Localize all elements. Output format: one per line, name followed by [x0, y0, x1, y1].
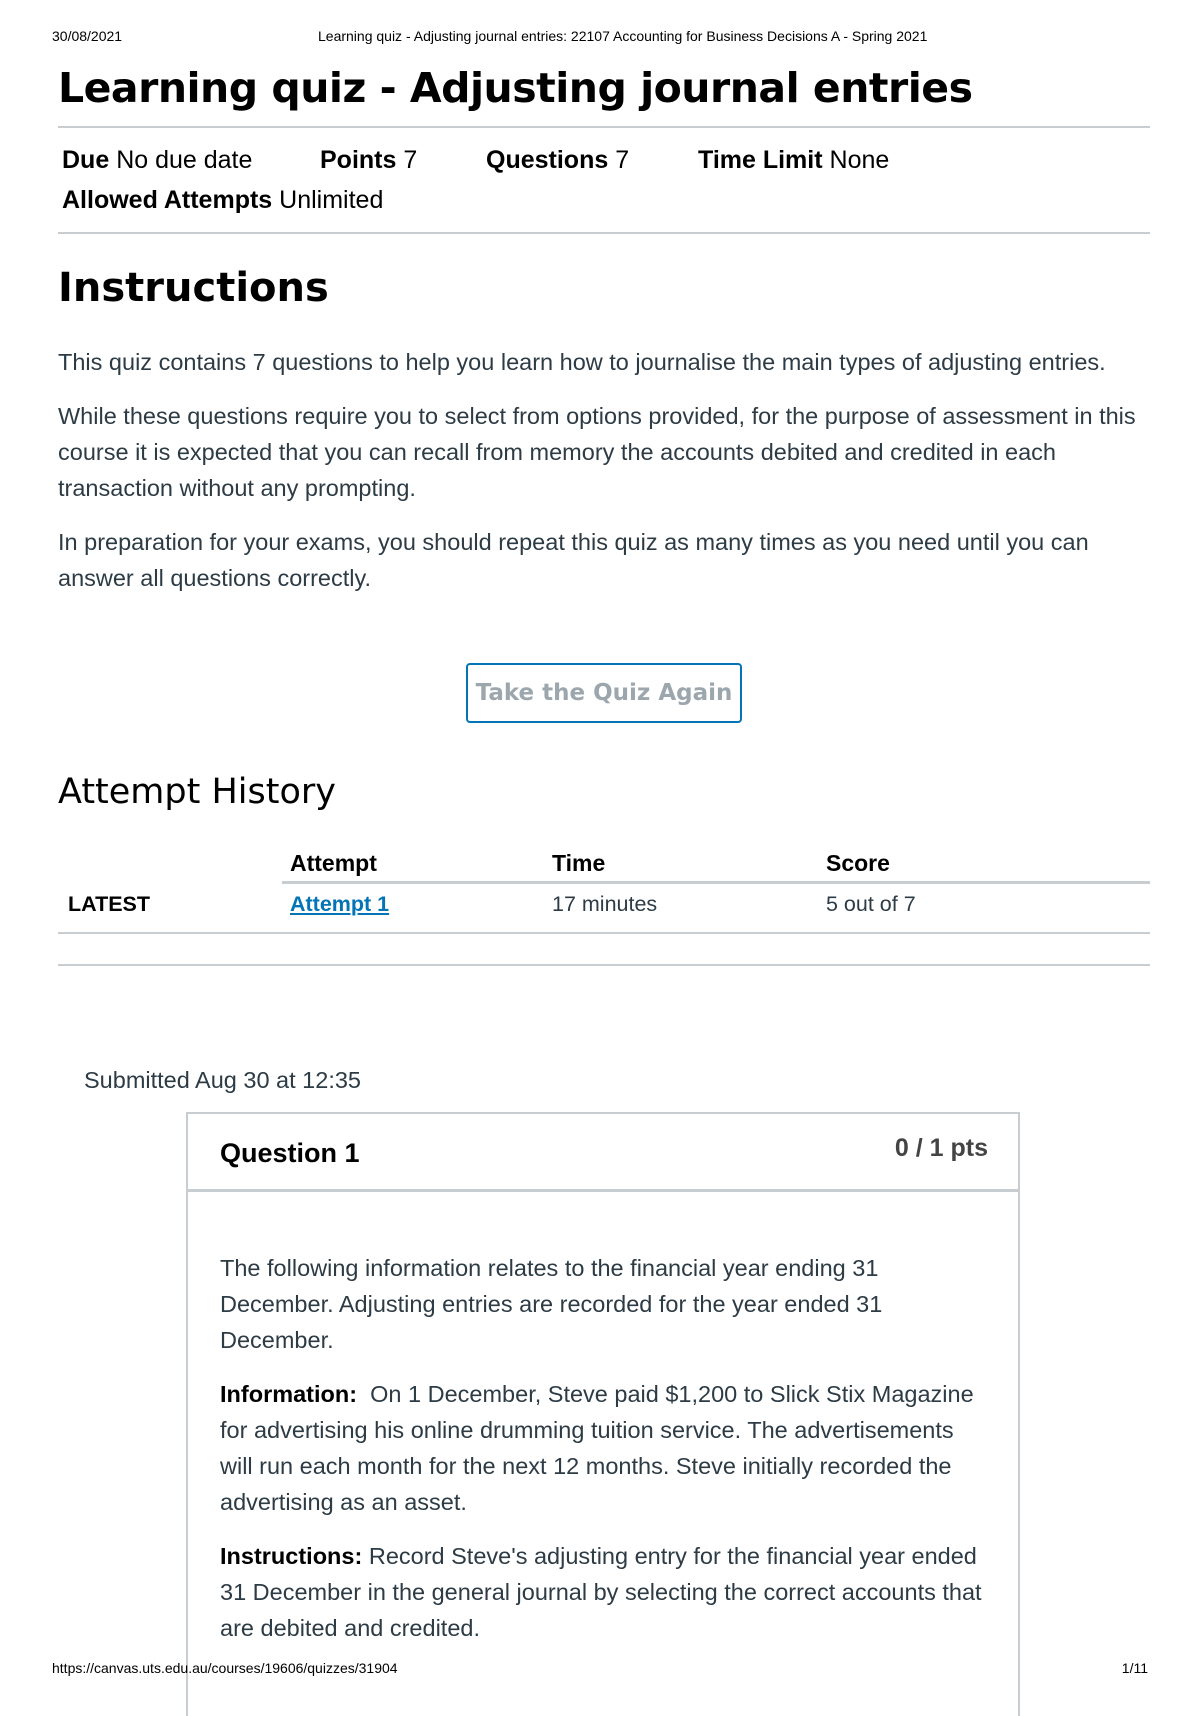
main-content	[58, 60, 1150, 1641]
question-body	[188, 1192, 1018, 1646]
print-page-title: Learning quiz - Adjusting journal entries: 22107 Accounting for Business Decisions A - Spring 2021	[318, 28, 928, 44]
instructions-body	[58, 344, 1150, 596]
page-title: Learning quiz - Adjusting journal entries	[58, 64, 973, 112]
points-label: Points	[320, 146, 397, 174]
instructions-label: Instructions:	[220, 1543, 363, 1569]
attempt-score: 5 out of 7	[826, 892, 916, 916]
column-header-attempt: Attempt	[290, 850, 377, 876]
time-limit-value: None	[829, 146, 890, 174]
attempt-1-link[interactable]: Attempt 1	[290, 892, 390, 916]
quiz-details	[58, 128, 1150, 232]
due-label: Due	[62, 146, 110, 174]
table-row	[58, 884, 1150, 934]
column-header-score: Score	[826, 850, 890, 876]
allowed-attempts-label: Allowed Attempts	[62, 186, 273, 214]
divider	[58, 964, 1150, 966]
submitted-timestamp: Submitted Aug 30 at 12:35	[84, 1067, 361, 1093]
attempt-history-heading: Attempt History	[58, 772, 336, 812]
take-quiz-again-button[interactable]: Take the Quiz Again	[466, 663, 742, 723]
divider	[58, 232, 1150, 234]
question-information	[220, 1376, 986, 1520]
time-limit-detail	[698, 146, 889, 175]
latest-label: LATEST	[68, 892, 151, 916]
print-date: 30/08/2021	[52, 28, 123, 44]
due-value: No due date	[116, 146, 253, 174]
question-title: Question 1	[220, 1138, 360, 1168]
instructions-paragraph: In preparation for your exams, you should repeat this quiz as many times as you need until you can answer all questions correctly.	[58, 529, 1089, 591]
print-url: https://canvas.uts.edu.au/courses/19606/quizzes/31904	[52, 1660, 398, 1676]
column-header-time: Time	[552, 850, 606, 876]
due-detail	[62, 146, 252, 175]
allowed-attempts-value: Unlimited	[279, 186, 384, 214]
question-intro: The following information relates to the financial year ending 31 December. Adjusting entries are recorded for the year ended 31 December.	[220, 1255, 883, 1353]
information-label: Information:	[220, 1381, 358, 1407]
instructions-heading: Instructions	[58, 265, 329, 311]
question-points: 0 / 1 pts	[894, 1134, 988, 1162]
information-text: On 1 December, Steve paid $1,200 to Slick Stix Magazine for advertising his online drumming tuition service. The advertisements will run each month for the next 12 months. Steve initially recorded the advertising as an asset.	[220, 1381, 974, 1515]
question-instructions	[220, 1538, 986, 1646]
instructions-paragraph: This quiz contains 7 questions to help you learn how to journalise the main types of adjusting entries.	[58, 349, 1106, 375]
time-limit-label: Time Limit	[698, 146, 823, 174]
questions-label: Questions	[486, 146, 609, 174]
points-detail	[320, 146, 417, 175]
instructions-paragraph: While these questions require you to select from options provided, for the purpose of assessment in this course it is expected that you can recall from memory the accounts debited and credited in each transaction without any prompting.	[58, 403, 1136, 501]
attempt-history-table	[58, 842, 1150, 966]
question-card	[186, 1112, 1020, 1716]
attempt-time: 17 minutes	[552, 892, 658, 916]
questions-value: 7	[615, 146, 630, 174]
question-header	[188, 1114, 1018, 1192]
instructions-text: Record Steve's adjusting entry for the financial year ended 31 December in the general journal by selecting the correct accounts that are debited and credited.	[220, 1543, 982, 1641]
row-divider	[58, 932, 1150, 934]
table-header-row	[58, 842, 1150, 884]
print-page-number: 1/11	[1121, 1660, 1148, 1676]
points-value: 7	[403, 146, 418, 174]
questions-detail	[486, 146, 629, 175]
allowed-attempts-detail	[62, 186, 383, 215]
